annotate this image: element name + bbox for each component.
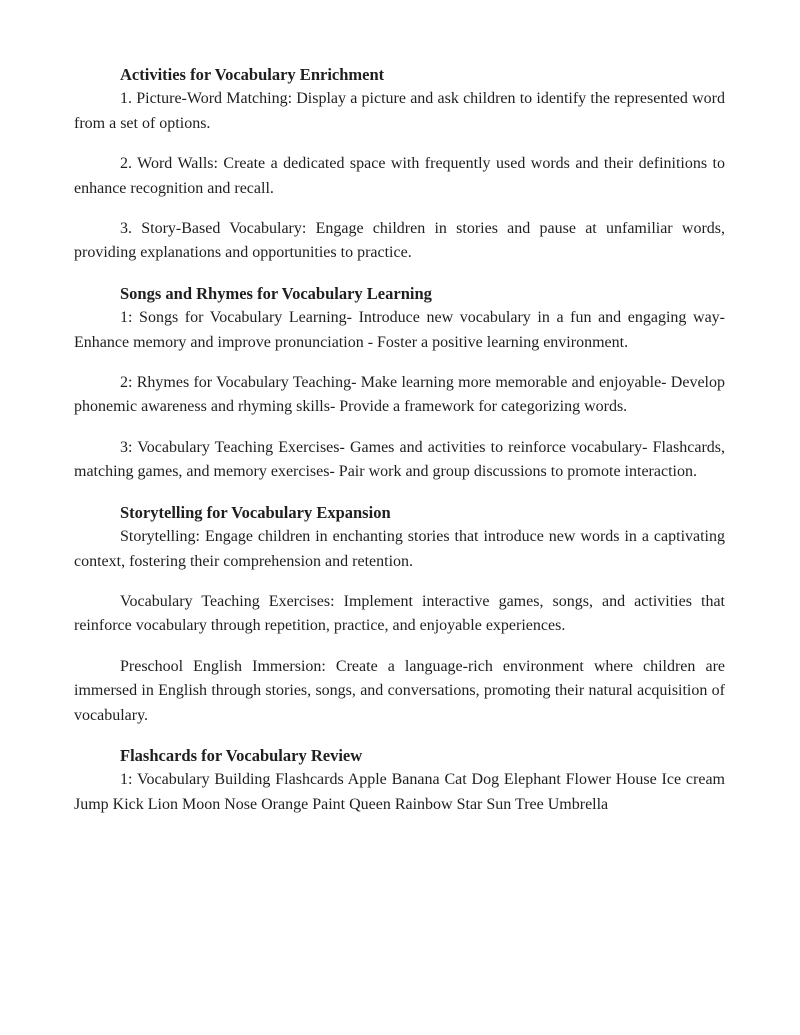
section-flashcards [74,744,725,817]
paragraph: 1: Vocabulary Building Flashcards Apple Banana Cat Dog Elephant Flower House Ice cream Jump Kick Lion Moon Nose Orange Paint Queen Rainbow Star Sun Tree Umbrella [74,771,725,813]
section-heading: Activities for Vocabulary Enrichment [120,65,385,84]
paragraph: Storytelling: Engage children in enchanting stories that introduce new words in a captivating context, fostering their comprehension and retention. [74,528,725,570]
paragraph: 1: Songs for Vocabulary Learning- Introduce new vocabulary in a fun and engaging way- Enhance memory and improve pronunciation - Foster a positive learning environment. [74,309,725,351]
section-heading: Songs and Rhymes for Vocabulary Learning [120,283,432,303]
section-storytelling [74,501,725,728]
paragraph: 2. Word Walls: Create a dedicated space with frequently used words and their definitions to enhance recognition and recall. [74,155,725,197]
paragraph: 1. Picture-Word Matching: Display a picture and ask children to identify the represented word from a set of options. [74,90,725,132]
section-heading: Flashcards for Vocabulary Review [120,745,363,765]
paragraph: 3. Story-Based Vocabulary: Engage children in stories and pause at unfamiliar words, providing explanations and opportunities to practice. [74,220,725,262]
section-activities-vocabulary-enrichment [74,63,725,266]
section-heading: Storytelling for Vocabulary Expansion [120,502,391,522]
paragraph: Vocabulary Teaching Exercises: Implement interactive games, songs, and activities that reinforce vocabulary through repetition, practice, and enjoyable experiences. [74,592,725,635]
section-songs-and-rhymes [74,282,725,485]
paragraph: 2: Rhymes for Vocabulary Teaching- Make learning more memorable and enjoyable- Develop phonemic awareness and rhyming skills- Provide a framework for categorizing words. [74,374,725,416]
paragraph: Preschool English Immersion: Create a language-rich environment where children are immersed in English through stories, songs, and conversations, promoting their natural acquisition of vocabulary. [74,657,725,724]
paragraph: 3: Vocabulary Teaching Exercises- Games and activities to reinforce vocabulary- Flashcards, matching games, and memory exercises- Pair work and group discussions to promote interaction. [74,438,725,481]
